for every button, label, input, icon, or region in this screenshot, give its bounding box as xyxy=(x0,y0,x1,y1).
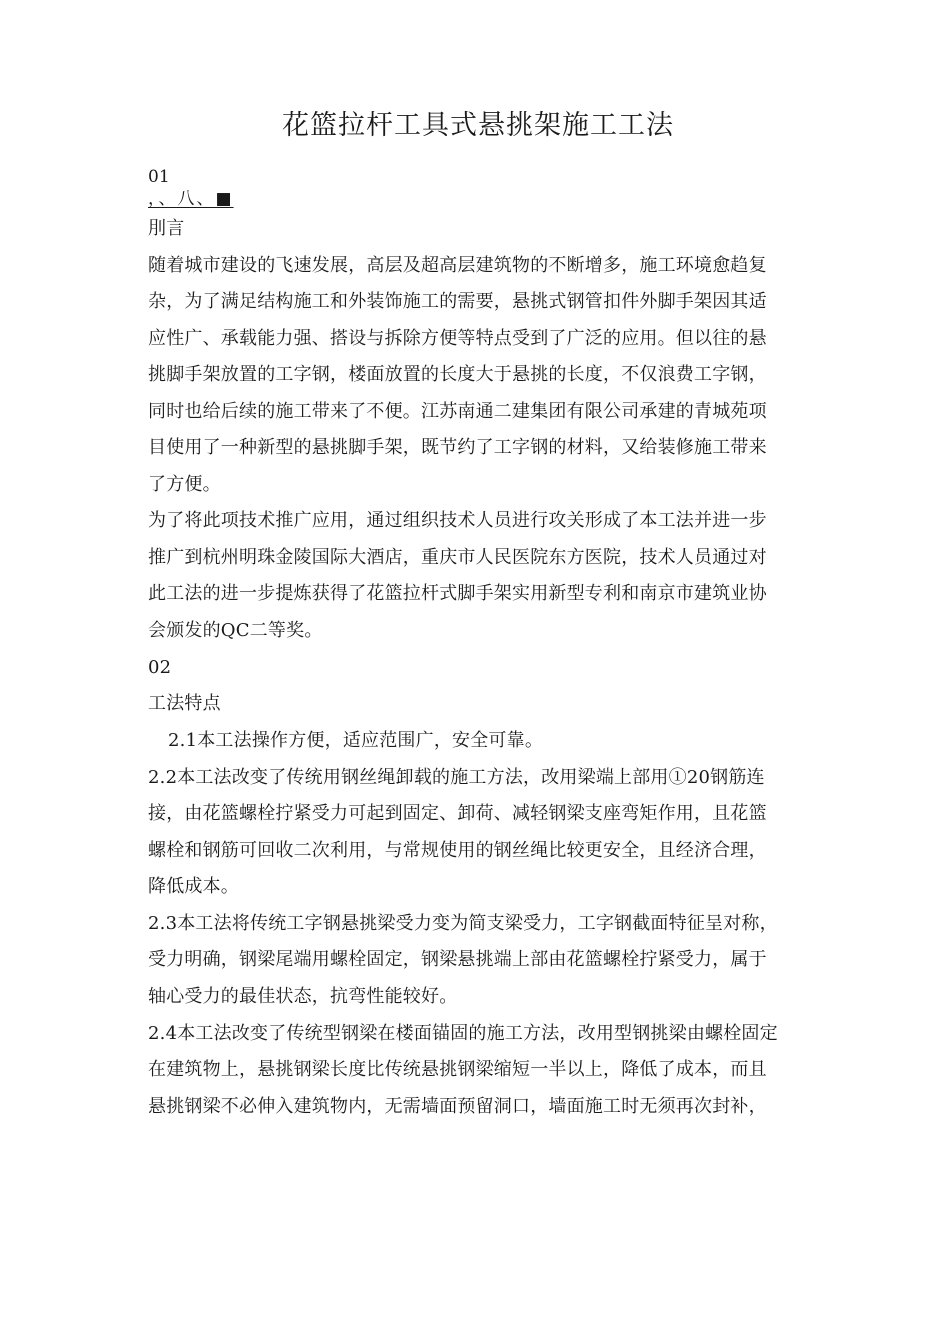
feature-line: 在建筑物上，悬挑钢梁长度比传统悬挑钢梁缩短一半以上，降低了成本，而且 xyxy=(148,1059,767,1080)
feature-line: 接，由花篮螺栓拧紧受力可起到固定、卸荷、减轻钢梁支座弯矩作用，且花篮 xyxy=(148,803,767,824)
paragraph-line: 挑脚手架放置的工字钢，楼面放置的长度大于悬挑的长度，不仅浪费工字钢， xyxy=(148,364,767,385)
feature-line: 螺栓和钢筋可回收二次利用，与常规使用的钢丝绳比较更安全，且经济合理， xyxy=(148,840,767,861)
section-heading-preface: 刖言 xyxy=(148,218,185,239)
section-number-01: 01 xyxy=(148,167,170,187)
paragraph-line: 会颁发的QC二等奖。 xyxy=(148,620,323,641)
paragraph-line: 同时也给后续的施工带来了不便。江苏南通二建集团有限公司承建的青城苑项 xyxy=(148,401,767,422)
feature-line: 2.2本工法改变了传统用钢丝绳卸载的施工方法，改用梁端上部用①20钢筋连 xyxy=(148,767,765,788)
paragraph-line: 目使用了一种新型的悬挑脚手架，既节约了工字钢的材料，又给装修施工带来 xyxy=(148,437,767,458)
feature-line: 悬挑钢梁不必伸入建筑物内，无需墙面预留洞口，墙面施工时无须再次封补， xyxy=(148,1096,767,1117)
paragraph-line: 推广到杭州明珠金陵国际大酒店，重庆市人民医院东方医院，技术人员通过对 xyxy=(148,547,767,568)
section-marks: ，、八、■ xyxy=(148,189,234,209)
paragraph-line: 了方便。 xyxy=(148,474,221,495)
feature-line: 2.4本工法改变了传统型钢梁在楼面锚固的施工方法，改用型钢挑梁由螺栓固定 xyxy=(148,1023,778,1044)
feature-line: 降低成本。 xyxy=(148,876,239,897)
paragraph-line: 随着城市建设的飞速发展，高层及超高层建筑物的不断增多，施工环境愈趋复 xyxy=(148,255,767,276)
document-title: 花篮拉杆工具式悬挑架施工工法 xyxy=(282,110,674,141)
feature-line: 2.1本工法操作方便，适应范围广，安全可靠。 xyxy=(168,730,544,751)
feature-line: 受力明确，钢梁尾端用螺栓固定，钢梁悬挑端上部由花篮螺栓拧紧受力，属于 xyxy=(148,949,767,970)
paragraph-line: 应性广、承载能力强、搭设与拆除方便等特点受到了广泛的应用。但以往的悬 xyxy=(148,328,767,349)
section-heading-features: 工法特点 xyxy=(148,693,221,714)
paragraph-line: 为了将此项技术推广应用，通过组织技术人员进行攻关形成了本工法并进一步 xyxy=(148,510,767,531)
paragraph-line: 杂，为了满足结构施工和外装饰施工的需要，悬挑式钢管扣件外脚手架因其适 xyxy=(148,291,767,312)
paragraph-line: 此工法的进一步提炼获得了花篮拉杆式脚手架实用新型专利和南京市建筑业协 xyxy=(148,583,767,604)
feature-line: 2.3本工法将传统工字钢悬挑梁受力变为简支梁受力，工字钢截面特征呈对称， xyxy=(148,913,778,934)
section-number-02: 02 xyxy=(148,657,172,678)
feature-line: 轴心受力的最佳状态，抗弯性能较好。 xyxy=(148,986,458,1007)
